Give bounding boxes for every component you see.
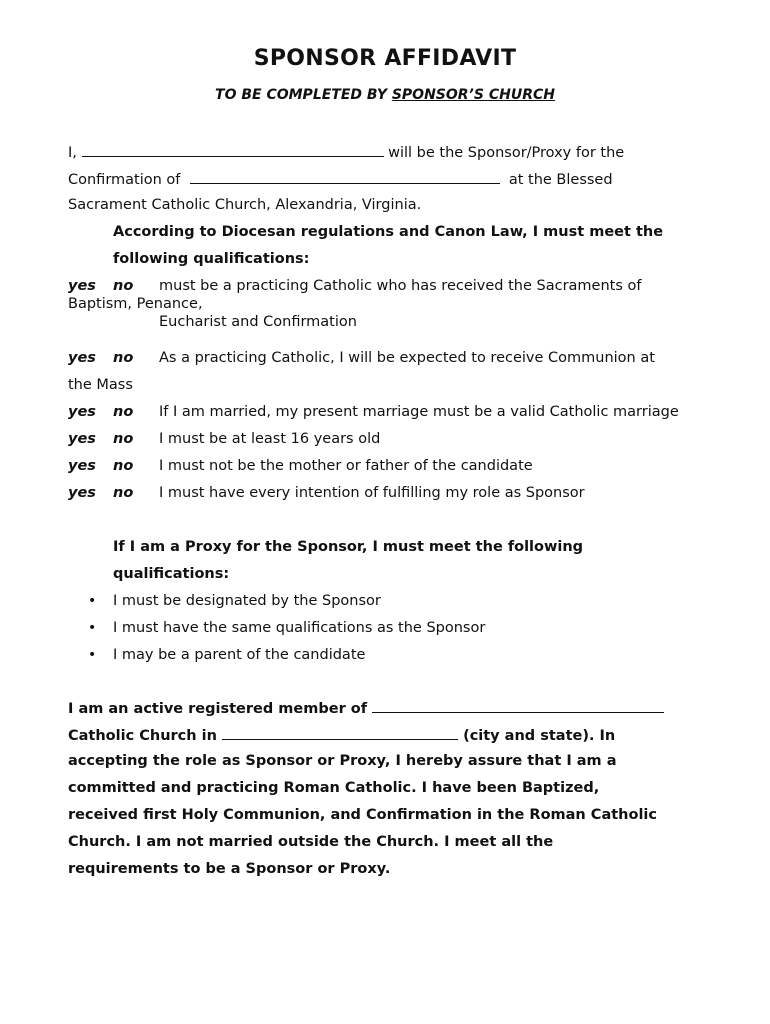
qualification-1-text: must be a practicing Catholic who has received the Sacraments of	[159, 278, 642, 294]
document-subtitle	[0, 87, 770, 103]
qualification-4-text: I must be at least 16 years old	[159, 431, 381, 447]
qualification-3-text: If I am married, my present marriage must be a valid Catholic marriage	[159, 404, 679, 420]
church-in-label: Catholic Church in	[68, 728, 217, 744]
proxy-bullet-3: I may be a parent of the candidate	[113, 647, 366, 663]
declaration-line-7: requirements to be a Sponsor or Proxy.	[68, 861, 391, 877]
declaration-line-1	[68, 698, 664, 718]
yes-option[interactable]: yes	[68, 485, 96, 501]
no-option[interactable]: no	[113, 278, 134, 294]
member-of-label: I am an active registered member of	[68, 701, 368, 717]
no-option[interactable]: no	[113, 404, 134, 420]
declaration-line-2	[68, 725, 615, 745]
qualification-6-text: I must have every intention of fulfilling my role as Sponsor	[159, 485, 585, 501]
no-option[interactable]: no	[113, 431, 134, 447]
sponsor-name-field[interactable]	[82, 142, 384, 157]
qualification-2-text: As a practicing Catholic, I will be expected to receive Communion at	[159, 350, 655, 366]
declaration-line-3: accepting the role as Sponsor or Proxy, I hereby assure that I am a	[68, 753, 617, 769]
yes-option[interactable]: yes	[68, 350, 96, 366]
declaration-line-4: committed and practicing Roman Catholic. I have been Baptized,	[68, 780, 600, 796]
i-prefix: I,	[68, 145, 77, 161]
yes-option[interactable]: yes	[68, 404, 96, 420]
regulations-line-2: following qualifications:	[113, 251, 310, 267]
intro-line-1	[68, 142, 624, 162]
at-blessed-text: at the Blessed	[508, 172, 613, 188]
proxy-bullet-1: I must be designated by the Sponsor	[113, 593, 381, 609]
city-state-field[interactable]	[222, 725, 458, 740]
sponsor-proxy-text: will be the Sponsor/Proxy for the	[388, 145, 625, 161]
subtitle-prefix: TO BE COMPLETED BY	[215, 87, 392, 103]
no-option[interactable]: no	[113, 350, 134, 366]
intro-line-2	[68, 169, 613, 189]
confirmation-of-label: Confirmation of	[68, 172, 181, 188]
declaration-line-5: received first Holy Communion, and Confirmation in the Roman Catholic	[68, 807, 657, 823]
church-line: Sacrament Catholic Church, Alexandria, Virginia.	[68, 197, 422, 213]
regulations-line-1: According to Diocesan regulations and Canon Law, I must meet the	[113, 224, 664, 240]
yes-option[interactable]: yes	[68, 431, 96, 447]
subtitle-underlined: SPONSOR’S CHURCH	[391, 87, 555, 103]
city-state-label: (city and state). In	[463, 728, 616, 744]
proxy-heading-2: qualifications:	[113, 566, 230, 582]
proxy-heading-1: If I am a Proxy for the Sponsor, I must meet the following	[113, 539, 584, 555]
bullet-dot: •	[88, 647, 97, 663]
yes-option[interactable]: yes	[68, 458, 96, 474]
proxy-bullet-2: I must have the same qualifications as the Sponsor	[113, 620, 486, 636]
qualification-2-cont-1: the Mass	[68, 377, 133, 393]
qualification-1-cont-1: Baptism, Penance,	[68, 296, 203, 312]
document-title: SPONSOR AFFIDAVIT	[253, 46, 517, 71]
bullet-dot: •	[88, 620, 97, 636]
qualification-5-text: I must not be the mother or father of the candidate	[159, 458, 533, 474]
no-option[interactable]: no	[113, 458, 134, 474]
bullet-dot: •	[88, 593, 97, 609]
no-option[interactable]: no	[113, 485, 134, 501]
qualification-1-cont-2: Eucharist and Confirmation	[159, 314, 357, 330]
candidate-name-field[interactable]	[190, 169, 500, 184]
declaration-line-6: Church. I am not married outside the Church. I meet all the	[68, 834, 554, 850]
yes-option[interactable]: yes	[68, 278, 96, 294]
parish-name-field[interactable]	[372, 698, 664, 713]
